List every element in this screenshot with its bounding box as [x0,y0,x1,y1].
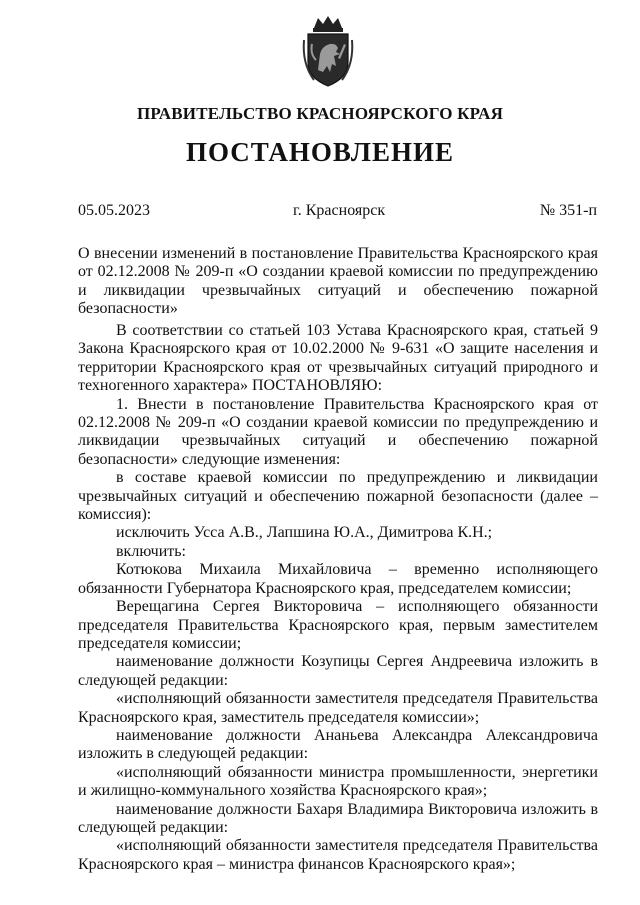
document-number: № 351-п [539,202,597,219]
paragraph-kozupitsa-new-title: «исполняющий обязанности заместителя председателя Правительства Красноярского края, заместитель председателя комиссии»; [78,690,598,726]
organization-name: ПРАВИТЕЛЬСТВО КРАСНОЯРСКОГО КРАЯ [136,104,504,123]
paragraph-ananyev-position: наименование должности Ананьева Александра Александровича изложить в следующей редакции: [78,726,598,763]
document-body [78,322,598,874]
document-date: 05.05.2023 [78,202,150,219]
paragraph-commission-composition: в составе краевой комиссии по предупреждению и ликвидации чрезвычайных ситуаций и обеспечению пожарной безопасности (далее – комиссия): [78,469,598,524]
paragraph-bakhar-position: наименование должности Бахаря Владимира Викторовича изложить в следующей редакции: [78,800,598,836]
document-city: г. Красноярск [293,202,386,219]
coat-of-arms-icon [300,14,356,90]
paragraph-include: включить: [116,542,186,560]
paragraph-ananyev-new-title: «исполняющий обязанности министра промышленности, энергетики и жилищно-коммунального хозяйства Красноярского края»; [78,763,598,800]
paragraph-kozupitsa-position: наименование должности Козупицы Сергея Андреевича изложить в следующей редакции: [78,653,598,689]
document-title: О внесении изменений в постановление Правительства Красноярского края от 02.12.2008 № 209-п «О создании краевой комиссии по предупреждению и ликвидации чрезвычайных ситуаций и обеспечению пожарной безопасности» [78,245,598,318]
paragraph-vereshchagin: Верещагина Сергея Викторовича – исполняющего обязанности председателя Правительства Красноярского края, первым заместителем председателя комиссии; [78,598,598,652]
paragraph-preamble: В соответствии со статьей 103 Устава Красноярского края, статьей 9 Закона Красноярского края от 10.02.2000 № 9-631 «О защите населения и территории Красноярского края от чрезвычайных ситуаций природного и техногенного характера» ПОСТАНОВЛЯЮ: [78,322,598,395]
paragraph-exclude: исключить Усса А.В., Лапшина Ю.А., Димитрова К.Н.; [116,524,493,542]
paragraph-bakhar-new-title: «исполняющий обязанности заместителя председателя Правительства Красноярского края – министра финансов Красноярского края»; [78,837,598,873]
document-type: ПОСТАНОВЛЕНИЕ [185,137,455,167]
paragraph-kotyukov: Котюкова Михаила Михайловича – временно исполняющего обязанности Губернатора Красноярского края, председателем комиссии; [78,561,598,597]
paragraph-item-1: 1. Внести в постановление Правительства Красноярского края от 02.12.2008 № 209-п «О создании краевой комиссии по предупреждению и ликвидации чрезвычайных ситуаций и обеспечению пожарной безопасности» следующие изменения: [78,395,598,468]
